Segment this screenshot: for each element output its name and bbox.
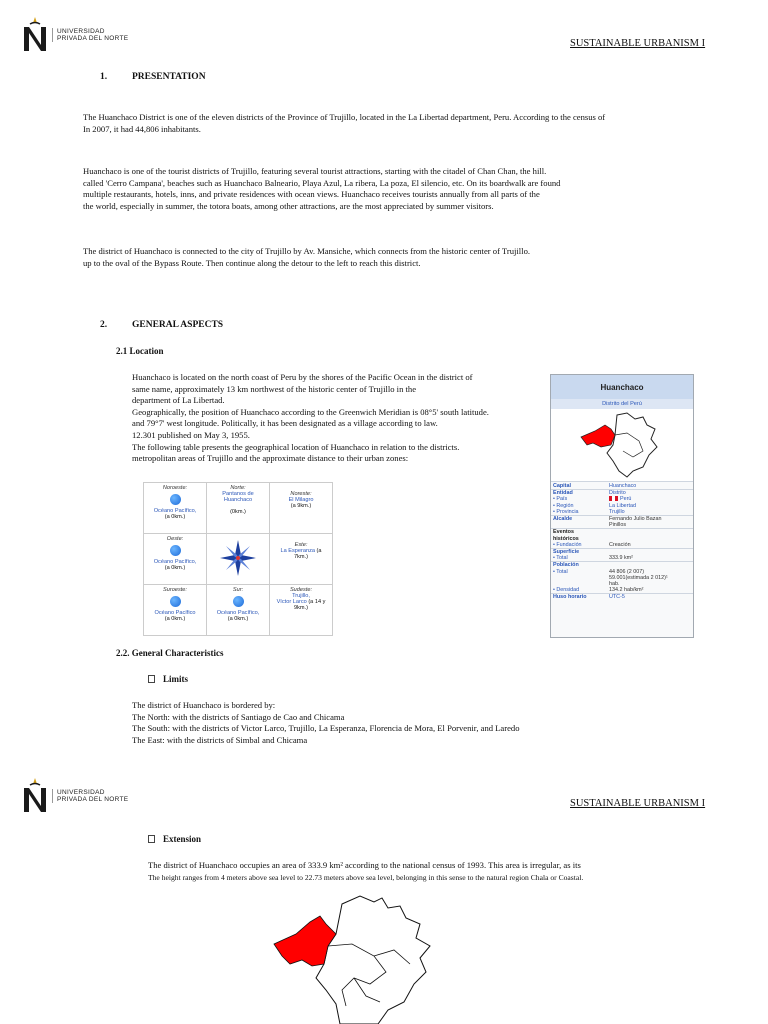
- infobox-row-densidad: • Densidad 134.2 hab/km²: [553, 587, 644, 594]
- extension-heading: Extension: [148, 834, 201, 844]
- district-map-small-icon: [577, 411, 667, 479]
- location-title: 2.1 Location: [116, 346, 164, 356]
- infobox-row-region: • Región La Libertad: [553, 502, 636, 509]
- university-logo: [22, 17, 128, 53]
- ocean-icon: [170, 596, 181, 607]
- infobox-row-capital: Capital Huanchaco: [551, 481, 693, 489]
- logo-line-2: PRIVADA DEL NORTE: [57, 35, 129, 42]
- cell-center: [207, 534, 270, 585]
- extension-paragraph: The district of Huanchaco occupies an area of 333.9 km² according to the national census of 1993. This area is irregular, as its The height ranges from 4 meters above sea level to 22.73 meters above sea level, belonging in this sense to the natural region Chala or Coastal.: [148, 860, 584, 882]
- cell-east: Este: La Esperanza (a 7km.): [270, 534, 333, 585]
- university-logo-page-2: UNIVERSIDAD PRIVADA DEL NORTE: [22, 778, 128, 814]
- section-2-title: GENERAL ASPECTS: [132, 320, 224, 330]
- infobox-row-poblacion: Población: [551, 561, 693, 568]
- cell-southeast: Sudeste: Trujillo, Víctor Larco (a 14 y 9km.): [270, 585, 333, 636]
- peru-flag-icon: [609, 496, 618, 501]
- cell-north: Norte: Pantanos de Huanchaco (0km.): [207, 483, 270, 534]
- infobox-row-entidad: Entidad Distrito: [551, 489, 693, 496]
- upn-logo-icon: [22, 778, 48, 814]
- ocean-icon: [170, 545, 181, 556]
- infobox-row-pais: • País Perú: [553, 496, 632, 503]
- location-paragraph: Huanchaco is located on the north coast of Peru by the shores of the Pacific Ocean in the district of same name, approximately 13 km northwest of the historic center of Trujillo in the department of La Libertad. Geographically, the position of Huanchaco according to the Greenwich Meridian is 08°5' south latitude. and 79°7' west longitude. Politically, it has been designated as a village according to law. 12.301 published on May 3, 1955. The following table presents the geographical location of Huanchaco in relation to the districts. metropolitan areas of Trujillo and the approximate distance to their urban zones:: [132, 372, 489, 464]
- ocean-icon: [170, 494, 181, 505]
- section-2-number: 2.: [100, 320, 108, 330]
- infobox-row-area-total: • Total 333.9 km²: [553, 555, 633, 562]
- cell-west: Oeste: Océano Pacífico, (a 0km.): [144, 534, 207, 585]
- infobox-title: Huanchaco: [551, 375, 693, 399]
- logo-line-1: UNIVERSIDAD: [57, 28, 105, 35]
- infobox-subtitle[interactable]: Distrito del Perú: [551, 399, 693, 409]
- cell-south: Sur: Océano Pacífico, (a 0km.): [207, 585, 270, 636]
- infobox-map: [551, 409, 693, 481]
- infobox-row-alcalde: Alcalde Fernando Julio Bazan Pinillos: [551, 515, 693, 528]
- district-map-large: [270, 894, 450, 1024]
- limits-paragraph: The district of Huanchaco is bordered by: The North: with the districts of Santiago de Cao and Chicama The South: with the districts of Victor Larco, Trujillo, La Esperanza, Florencia de Mora, El Porvenir, and Laredo The East: with the districts of Simbal and Chicama: [132, 700, 520, 745]
- infobox-row-fundacion: • Fundación Creación: [553, 541, 631, 548]
- section-1-title: PRESENTATION: [132, 72, 206, 82]
- infobox-row-superficie: Superficie: [551, 548, 693, 555]
- infobox-row-huso: Huso horario UTC-5: [551, 593, 693, 600]
- header-title-page-2: SUSTAINABLE URBANISM I: [570, 798, 706, 809]
- cell-northwest: Noroeste: Océano Pacífico, (a 0km.): [144, 483, 207, 534]
- cell-northeast: Noreste: El Milagro (a 9km.): [270, 483, 333, 534]
- section-1-number: 1.: [100, 72, 108, 82]
- infobox-row-pop-total: • Total 44 806 (2 007) 59.001(estimada 2 012)¹ hab.: [553, 568, 668, 588]
- characteristics-title: 2.2. General Characteristics: [116, 648, 224, 658]
- compass-location-table: [143, 482, 333, 636]
- presentation-paragraph-1: The Huanchaco District is one of the eleven districts of the Province of Trujillo, located in the La Libertad department, Peru. According to the census of In 2007, it had 44,806 inhabitants.: [83, 112, 606, 134]
- presentation-paragraph-3: The district of Huanchaco is connected to the city of Trujillo by Av. Mansiche, which connects from the historic center of Trujillo. up to the oval of the Bypass Route. Then continue along the detour to the left to reach this district.: [83, 246, 531, 268]
- infobox-row-provincia: • Provincia Trujillo: [553, 508, 625, 515]
- presentation-paragraph-2: Huanchaco is one of the tourist districts of Trujillo, featuring several tourist attractions, starting with the citadel of Chan Chan, the hill. called 'Cerro Campana', beaches such as Huanchaco Balneario, Playa Azul, La ribera, La poza, El silencio, etc. On its boardwalk are found multiple restaurants, hotels, inns, and private residences with ocean views. Huanchaco receives tourists annually from all parts of the the world, especially in summer, the totora boats, among other attractions, are the most appreciated by summer visitors.: [83, 166, 561, 211]
- ocean-icon: [233, 596, 244, 607]
- bullet-box-icon: [148, 675, 155, 683]
- compass-rose-icon: [218, 538, 258, 578]
- limits-heading: Limits: [148, 674, 188, 684]
- header-title: SUSTAINABLE URBANISM I: [570, 38, 706, 49]
- infobox-row-eventos: Eventos históricos: [551, 528, 693, 541]
- upn-logo-icon: [22, 17, 48, 53]
- cell-southwest: Suroeste: Océano Pacífico (a 0km.): [144, 585, 207, 636]
- bullet-box-icon: [148, 835, 155, 843]
- wikipedia-infobox: [550, 374, 694, 638]
